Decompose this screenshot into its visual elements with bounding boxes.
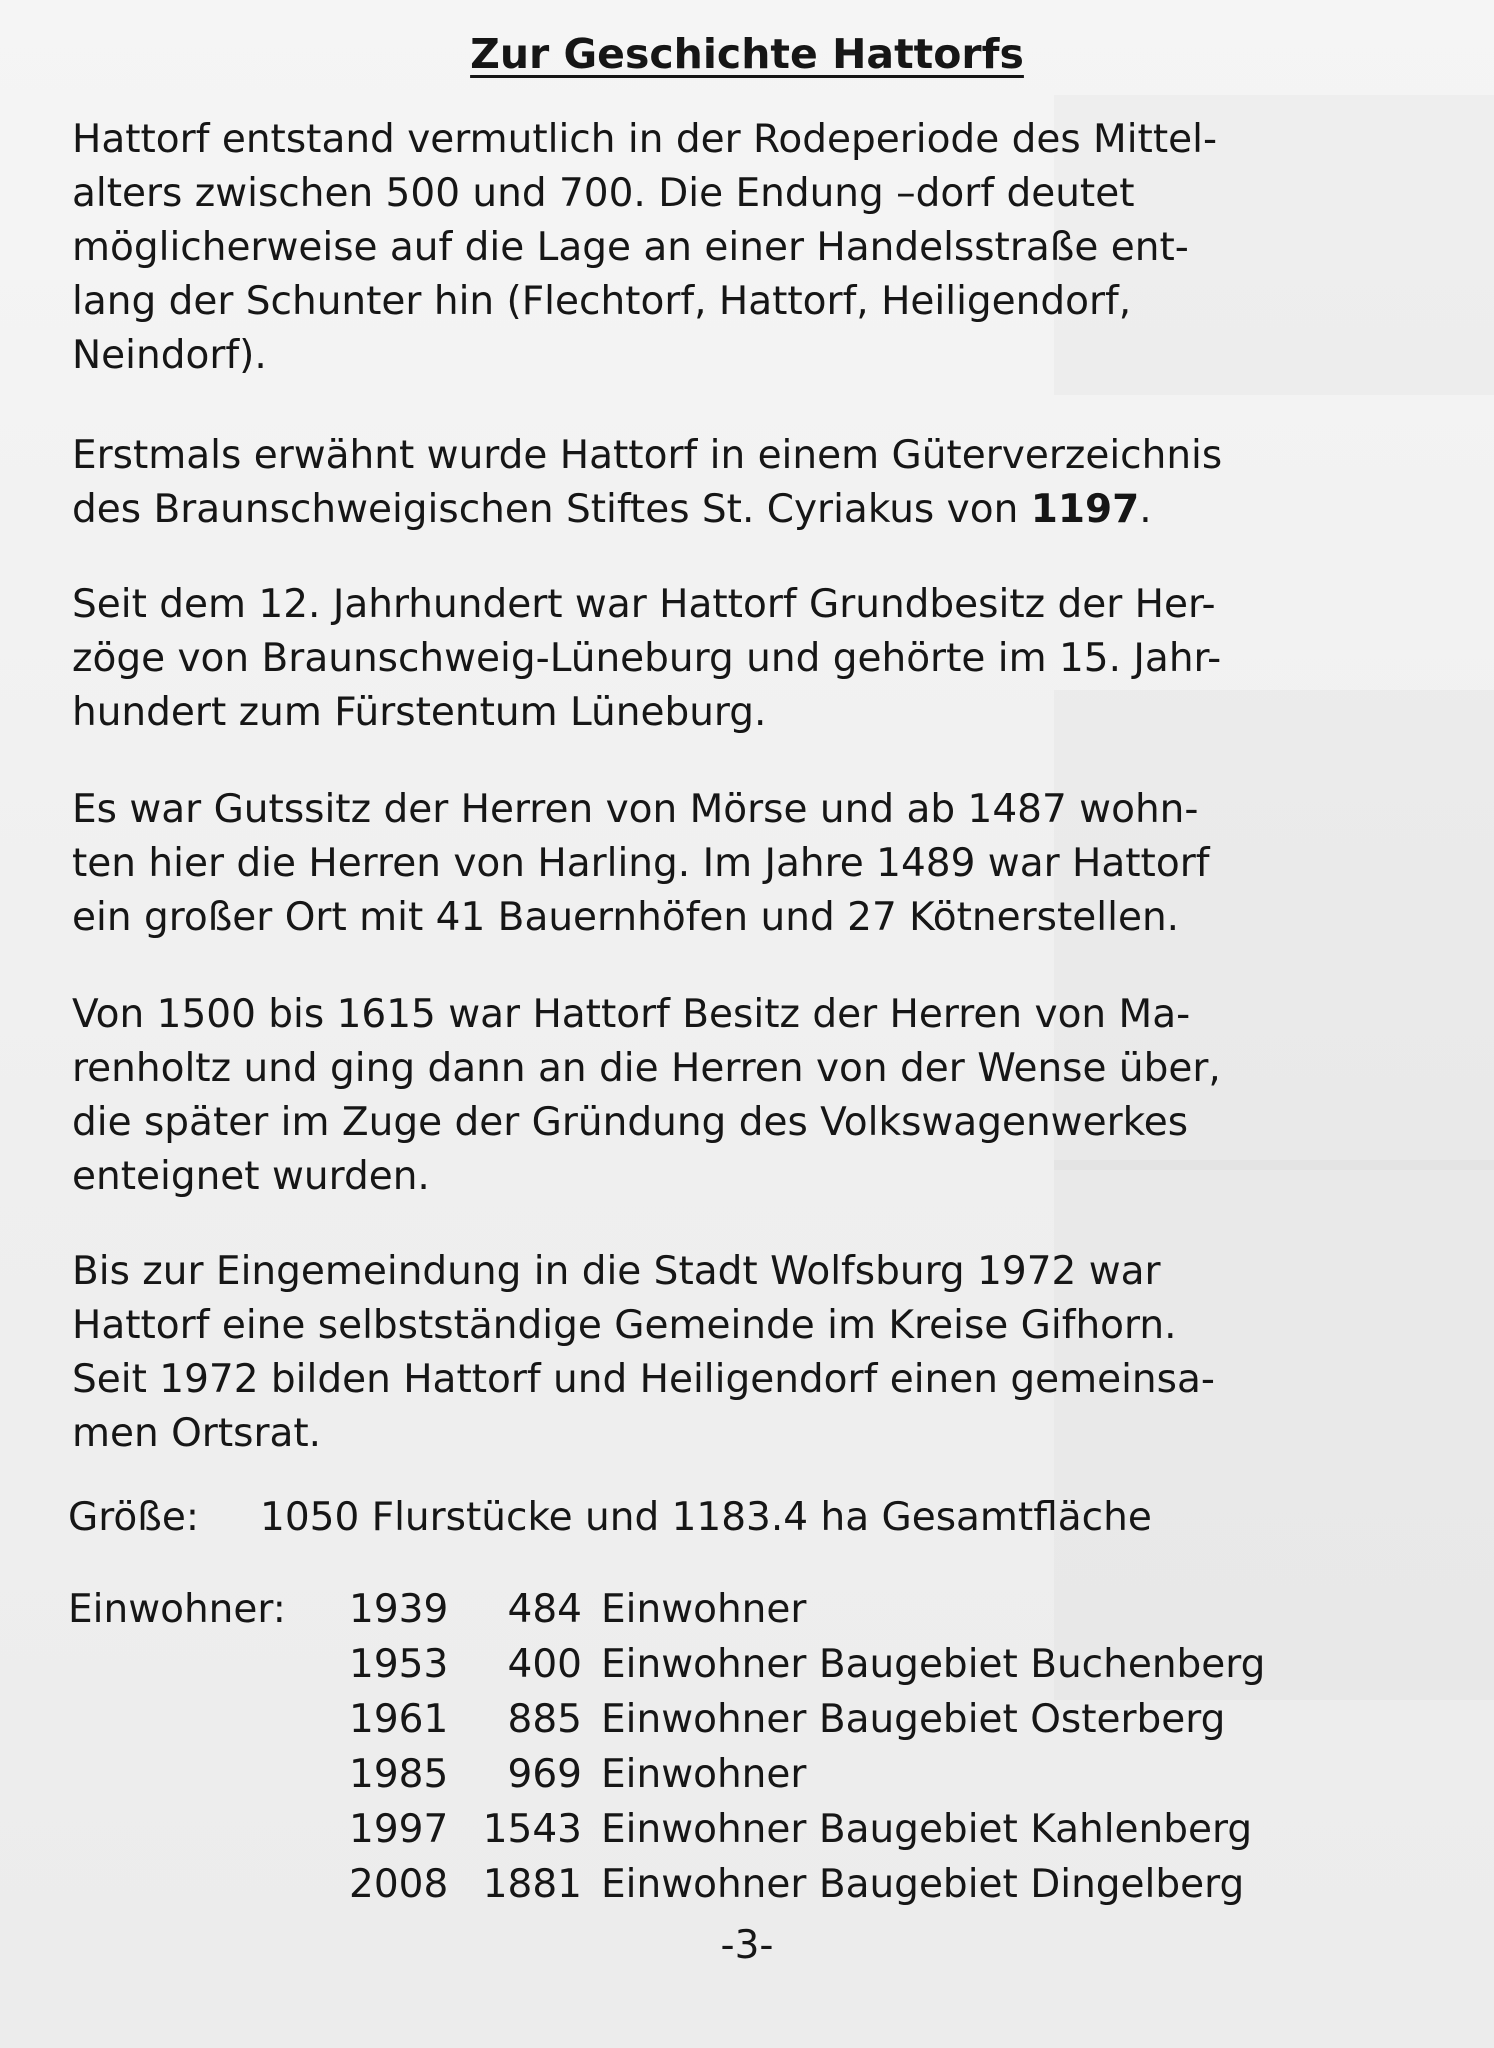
population-year: 1997 bbox=[349, 1807, 449, 1852]
text-line: Bis zur Eingemeindung in die Stadt Wolfsburg 1972 war bbox=[72, 1249, 1161, 1294]
population-count: 885 bbox=[507, 1697, 582, 1742]
population-text: Einwohner Baugebiet Dingelberg bbox=[601, 1862, 1245, 1907]
paragraph-first-mention bbox=[72, 429, 1432, 537]
population-count: 1881 bbox=[482, 1862, 582, 1907]
population-row bbox=[349, 1637, 1429, 1692]
page-number: -3- bbox=[720, 1923, 774, 1968]
text-line: Seit 1972 bilden Hattorf und Heiligendorf einen gemeinsa- bbox=[72, 1357, 1215, 1402]
area-info bbox=[68, 1491, 1428, 1545]
text-line: Erstmals erwähnt wurde Hattorf in einem Güterverzeichnis bbox=[72, 433, 1223, 478]
population-text: Einwohner Baugebiet Buchenberg bbox=[601, 1642, 1266, 1687]
bold-year: 1197 bbox=[1030, 487, 1140, 532]
text-line: Hattorf entstand vermutlich in der Rodeperiode des Mittel- bbox=[72, 117, 1218, 162]
paragraph-estate bbox=[72, 783, 1432, 945]
population-count: 400 bbox=[507, 1642, 582, 1687]
text-line: renholtz und ging dann an die Herren von der Wense über, bbox=[72, 1046, 1221, 1091]
population-text: Einwohner bbox=[601, 1752, 807, 1797]
text-line: hundert zum Fürstentum Lüneburg. bbox=[72, 690, 767, 735]
text-line: möglicherweise auf die Lage an einer Handelsstraße ent- bbox=[72, 225, 1189, 270]
population-year: 1961 bbox=[349, 1697, 449, 1742]
paragraph-dukes bbox=[72, 578, 1432, 740]
area-label: Größe: bbox=[68, 1495, 199, 1540]
text-line: Neindorf). bbox=[72, 333, 267, 378]
text-line: Hattorf eine selbstständige Gemeinde im Kreise Gifhorn. bbox=[72, 1303, 1177, 1348]
population-text: Einwohner Baugebiet Osterberg bbox=[601, 1697, 1226, 1742]
text-line: alters zwischen 500 und 700. Die Endung –dorf deutet bbox=[72, 171, 1135, 216]
text-line: enteignet wurden. bbox=[72, 1154, 430, 1199]
area-value: 1050 Flurstücke und 1183.4 ha Gesamtfläche bbox=[260, 1495, 1152, 1540]
population-rows bbox=[349, 1582, 1429, 1912]
text-line: Seit dem 12. Jahrhundert war Hattorf Grundbesitz der Her- bbox=[72, 582, 1216, 627]
paragraph-incorporation bbox=[72, 1245, 1432, 1461]
text-line: men Ortsrat. bbox=[72, 1411, 322, 1456]
population-count: 484 bbox=[507, 1587, 582, 1632]
population-row bbox=[349, 1582, 1429, 1637]
population-row bbox=[349, 1747, 1429, 1802]
population-row bbox=[349, 1802, 1429, 1857]
text-line: die später im Zuge der Gründung des Volkswagenwerkes bbox=[72, 1100, 1189, 1145]
text-line: zöge von Braunschweig-Lüneburg und gehörte im 15. Jahr- bbox=[72, 636, 1222, 681]
text-line: ein großer Ort mit 41 Bauernhöfen und 27 Kötnerstellen. bbox=[72, 895, 1180, 940]
text-span: des Braunschweigischen Stiftes St. Cyriakus von bbox=[72, 487, 1031, 532]
page-title: Zur Geschichte Hattorfs bbox=[470, 30, 1024, 78]
population-year: 1985 bbox=[349, 1752, 449, 1797]
text-line: Von 1500 bis 1615 war Hattorf Besitz der Herren von Ma- bbox=[72, 992, 1191, 1037]
paragraph-ownership bbox=[72, 988, 1432, 1204]
population-row bbox=[349, 1857, 1429, 1912]
population-year: 1939 bbox=[349, 1587, 449, 1632]
population-count: 969 bbox=[507, 1752, 582, 1797]
text-line: ten hier die Herren von Harling. Im Jahre 1489 war Hattorf bbox=[72, 841, 1210, 886]
population-text: Einwohner bbox=[601, 1587, 807, 1632]
population-row bbox=[349, 1692, 1429, 1747]
population-year: 2008 bbox=[349, 1862, 449, 1907]
population-count: 1543 bbox=[482, 1807, 582, 1852]
text-line: Es war Gutssitz der Herren von Mörse und ab 1487 wohn- bbox=[72, 787, 1199, 832]
paragraph-origin bbox=[72, 113, 1432, 383]
population-year: 1953 bbox=[349, 1642, 449, 1687]
text-span: . bbox=[1139, 487, 1152, 532]
population-text: Einwohner Baugebiet Kahlenberg bbox=[601, 1807, 1253, 1852]
population-label: Einwohner: bbox=[68, 1587, 286, 1632]
text-line: lang der Schunter hin (Flechtorf, Hattorf, Heiligendorf, bbox=[72, 279, 1132, 324]
text-line bbox=[72, 483, 1432, 537]
